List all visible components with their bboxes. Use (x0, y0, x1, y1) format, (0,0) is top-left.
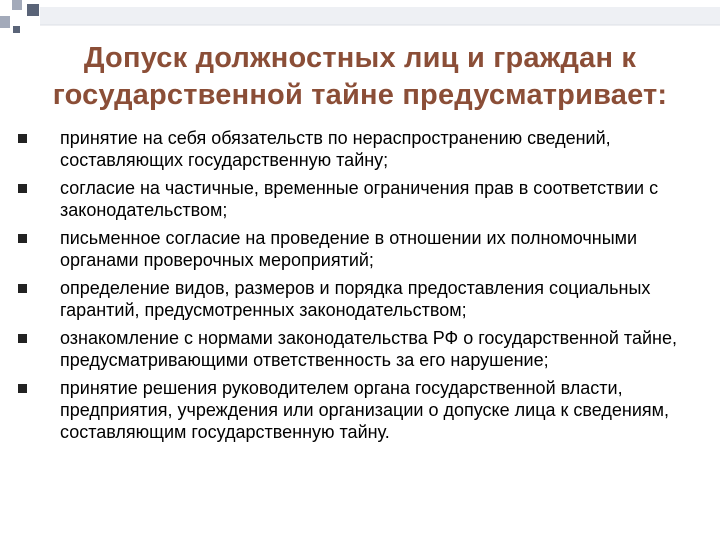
bullet-text: ознакомление с нормами законодательства РФ о государственной тайне, предусматривающими ответственность за его нарушение; (60, 328, 677, 370)
list-item (17, 277, 707, 321)
list-item (17, 127, 707, 171)
list-item (17, 327, 707, 371)
square-bullet-icon (18, 184, 27, 193)
bullet-text: согласие на частичные, временные ограничения прав в соответствии с законодательством; (60, 178, 659, 220)
square-bullet-icon (18, 334, 27, 343)
square-bullet-icon (18, 234, 27, 243)
list-item (17, 177, 707, 221)
bullet-list (17, 127, 707, 449)
deco-square-dark (27, 4, 39, 16)
bullet-text: принятие решения руководителем органа государственной власти, предприятия, учреждения или организации о допуске лица к сведениям, составляющим государственную тайну. (60, 378, 669, 442)
square-bullet-icon (18, 284, 27, 293)
slide-title: Допуск должностных лиц и граждан к государственной тайне предусматривает: (52, 42, 668, 111)
list-item (17, 377, 707, 443)
list-item (17, 227, 707, 271)
decorative-header-squares (0, 0, 720, 40)
deco-square-small (13, 26, 20, 33)
deco-square-left (0, 16, 10, 28)
square-bullet-icon (18, 134, 27, 143)
deco-square-top (12, 0, 22, 10)
bullet-text: определение видов, размеров и порядка предоставления социальных гарантий, предусмотренных законодательством; (60, 278, 651, 320)
deco-bar (40, 7, 720, 25)
square-bullet-icon (18, 384, 27, 393)
bullet-text: письменное согласие на проведение в отношении их полномочными органами проверочных мероприятий; (60, 228, 638, 270)
bullet-text: принятие на себя обязательств по нераспространению сведений, составляющих государственную тайну; (60, 128, 611, 170)
